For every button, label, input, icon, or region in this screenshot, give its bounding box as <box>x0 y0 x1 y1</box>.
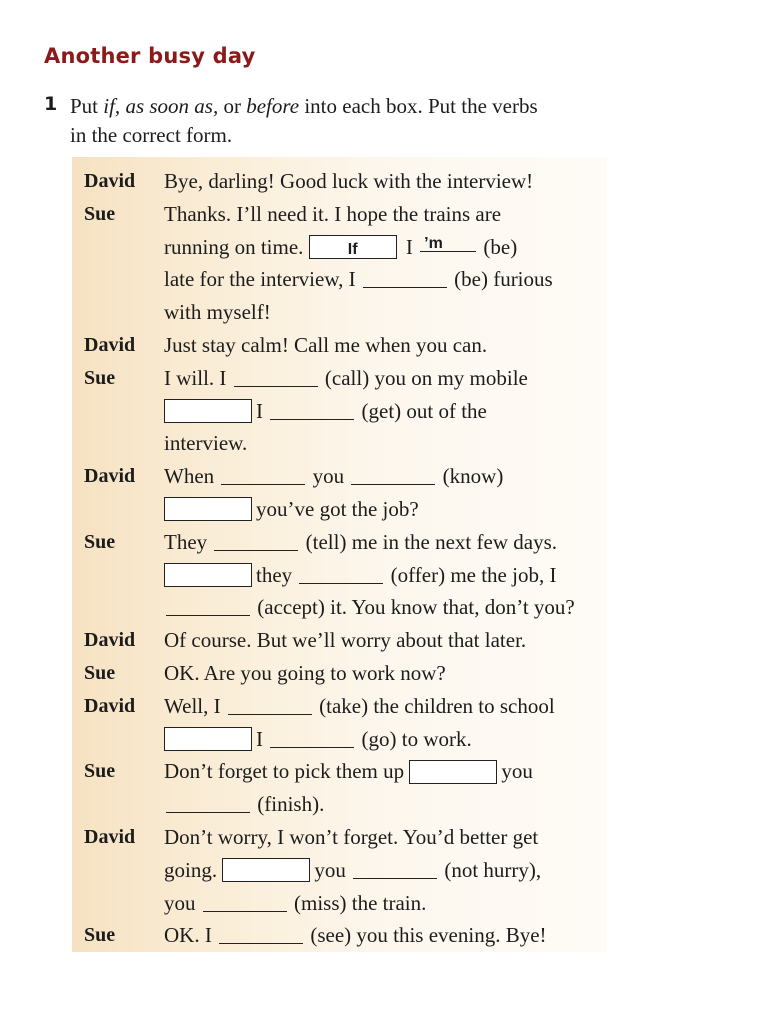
text-fragment: OK. I <box>164 923 218 948</box>
text-fragment: with myself! <box>164 300 271 325</box>
dialogue-text <box>164 591 575 624</box>
text-fragment: late for the interview, I <box>164 267 361 292</box>
dialogue-text <box>164 362 528 395</box>
verb-blank[interactable] <box>420 233 476 252</box>
dialogue-line <box>84 362 604 395</box>
dialogue-text <box>164 624 526 657</box>
dialogue-text <box>164 395 487 428</box>
text-fragment: running on time. <box>164 234 309 259</box>
text-fragment: I <box>256 726 269 751</box>
dialogue-text <box>164 723 472 756</box>
dialogue-text <box>164 919 547 952</box>
answer-box[interactable] <box>164 497 252 521</box>
text-fragment: (go) to work. <box>356 726 472 751</box>
text-fragment: (not hurry), <box>439 857 542 882</box>
dialogue-line <box>84 460 604 493</box>
text-fragment: When <box>164 464 220 489</box>
text-fragment: OK. Are you going to work now? <box>164 660 446 685</box>
speaker-name: Sue <box>84 760 116 783</box>
verb-blank[interactable] <box>203 893 287 912</box>
text-fragment: (finish). <box>252 792 325 817</box>
dialogue-text <box>164 657 446 690</box>
text-fragment: going. <box>164 857 223 882</box>
speaker-name: David <box>84 333 136 356</box>
verb-blank[interactable] <box>351 466 435 485</box>
text-fragment: you <box>314 857 352 882</box>
speaker-name: David <box>84 825 136 848</box>
dialogue-line <box>84 395 604 428</box>
speaker-name: Sue <box>84 202 116 225</box>
answer-box[interactable] <box>409 760 497 784</box>
page-title: Another busy day <box>44 44 256 68</box>
speaker-name: Sue <box>84 661 116 684</box>
dialogue-text <box>164 854 541 887</box>
text-fragment: interview. <box>164 431 248 456</box>
speaker-name: David <box>84 629 136 652</box>
answer-box[interactable] <box>164 727 252 751</box>
exercise-instruction: Put if, as soon as, or before into each box. Put the verbs in the correct form. <box>70 94 538 147</box>
verb-blank[interactable] <box>228 696 312 715</box>
dialogue-line <box>84 657 604 690</box>
exercise-number: 1 <box>44 93 58 115</box>
dialogue-text <box>164 887 426 920</box>
dialogue-text <box>164 263 553 296</box>
dialogue-line <box>84 493 604 526</box>
text-fragment: Don’t forget to pick them up <box>164 759 410 784</box>
text-fragment: They <box>164 529 213 554</box>
text-fragment: I <box>256 398 269 423</box>
speaker-name: Sue <box>84 924 116 947</box>
verb-blank[interactable] <box>219 925 303 944</box>
dialogue-text <box>164 165 533 198</box>
answer-box[interactable] <box>164 399 252 423</box>
dialogue-line <box>84 887 604 920</box>
dialogue-line <box>84 231 604 264</box>
verb-blank[interactable] <box>166 794 250 813</box>
speaker-name: David <box>84 170 136 192</box>
text-fragment: (see) you this evening. Bye! <box>305 923 547 948</box>
dialogue-line <box>84 427 604 460</box>
text-fragment: you <box>501 759 533 784</box>
verb-blank[interactable] <box>221 466 305 485</box>
text-fragment: (take) the children to school <box>313 693 555 718</box>
verb-blank[interactable] <box>363 269 447 288</box>
speaker-name: Sue <box>84 530 116 553</box>
dialogue-line <box>84 591 604 624</box>
dialogue-line <box>84 854 604 887</box>
dialogue-text <box>164 329 487 362</box>
text-fragment: Well, I <box>164 693 226 718</box>
text-fragment: Just stay calm! Call me when you can. <box>164 332 488 357</box>
text-fragment: they <box>256 562 298 587</box>
dialogue-line <box>84 821 604 854</box>
text-fragment: (tell) me in the next few days. <box>300 529 557 554</box>
dialogue-line <box>84 198 604 231</box>
verb-blank[interactable] <box>270 729 354 748</box>
answer-box[interactable] <box>309 235 397 259</box>
dialogue-line <box>84 329 604 362</box>
text-fragment: you’ve got the job? <box>256 496 419 521</box>
dialogue-line <box>84 526 604 559</box>
text-fragment: you <box>164 890 201 915</box>
text-fragment: (accept) it. You know that, don’t you? <box>252 595 575 620</box>
dialogue-line <box>84 919 604 952</box>
answer-box[interactable] <box>164 563 252 587</box>
dialogue-text <box>164 460 503 493</box>
verb-blank[interactable] <box>270 401 354 420</box>
text-fragment: (call) you on my mobile <box>319 365 528 390</box>
dialogue-line <box>84 755 604 788</box>
dialogue-text <box>164 296 271 329</box>
dialogue-line <box>84 559 604 592</box>
dialogue-text <box>164 526 557 559</box>
text-fragment: Don’t worry, I won’t forget. You’d better get <box>164 824 539 849</box>
text-fragment: (miss) the train. <box>288 890 427 915</box>
dialogue-line <box>84 263 604 296</box>
verb-blank[interactable] <box>353 860 437 879</box>
dialogue-text <box>164 755 533 788</box>
speaker-name: David <box>84 465 136 488</box>
speaker-name: David <box>84 694 136 717</box>
verb-blank-value: ’m <box>424 234 443 252</box>
verb-blank[interactable] <box>166 597 250 616</box>
dialogue-line <box>84 723 604 756</box>
answer-box-value: If <box>347 240 358 258</box>
text-fragment: (know) <box>437 464 504 489</box>
text-fragment: I will. I <box>164 365 232 390</box>
verb-blank[interactable] <box>214 532 298 551</box>
verb-blank[interactable] <box>299 565 383 584</box>
dialogue-line <box>84 296 604 329</box>
dialogue-text <box>164 493 419 526</box>
dialogue-text <box>164 690 555 723</box>
verb-blank[interactable] <box>234 368 318 387</box>
text-fragment: Of course. But we’ll worry about that later. <box>164 628 527 653</box>
dialogue-text <box>164 231 517 264</box>
text-fragment: Thanks. I’ll need it. I hope the trains are <box>164 201 502 226</box>
dialogue-line <box>84 788 604 821</box>
text-fragment: (be) <box>478 234 518 259</box>
dialogue-text <box>164 821 538 854</box>
dialogue <box>84 165 604 952</box>
dialogue-text <box>164 788 324 821</box>
text-fragment: Bye, darling! Good luck with the interview! <box>164 169 534 193</box>
dialogue-text <box>164 427 247 460</box>
dialogue-text <box>164 559 556 592</box>
text-fragment: you <box>307 464 350 489</box>
dialogue-line <box>84 165 604 198</box>
text-fragment: (offer) me the job, I <box>385 562 557 587</box>
text-fragment: (get) out of the <box>356 398 487 423</box>
text-fragment: (be) furious <box>448 267 553 292</box>
speaker-name: Sue <box>84 366 116 389</box>
answer-box[interactable] <box>222 858 310 882</box>
dialogue-line <box>84 624 604 657</box>
dialogue-line <box>84 690 604 723</box>
text-fragment: I <box>400 234 419 259</box>
dialogue-text <box>164 198 501 231</box>
